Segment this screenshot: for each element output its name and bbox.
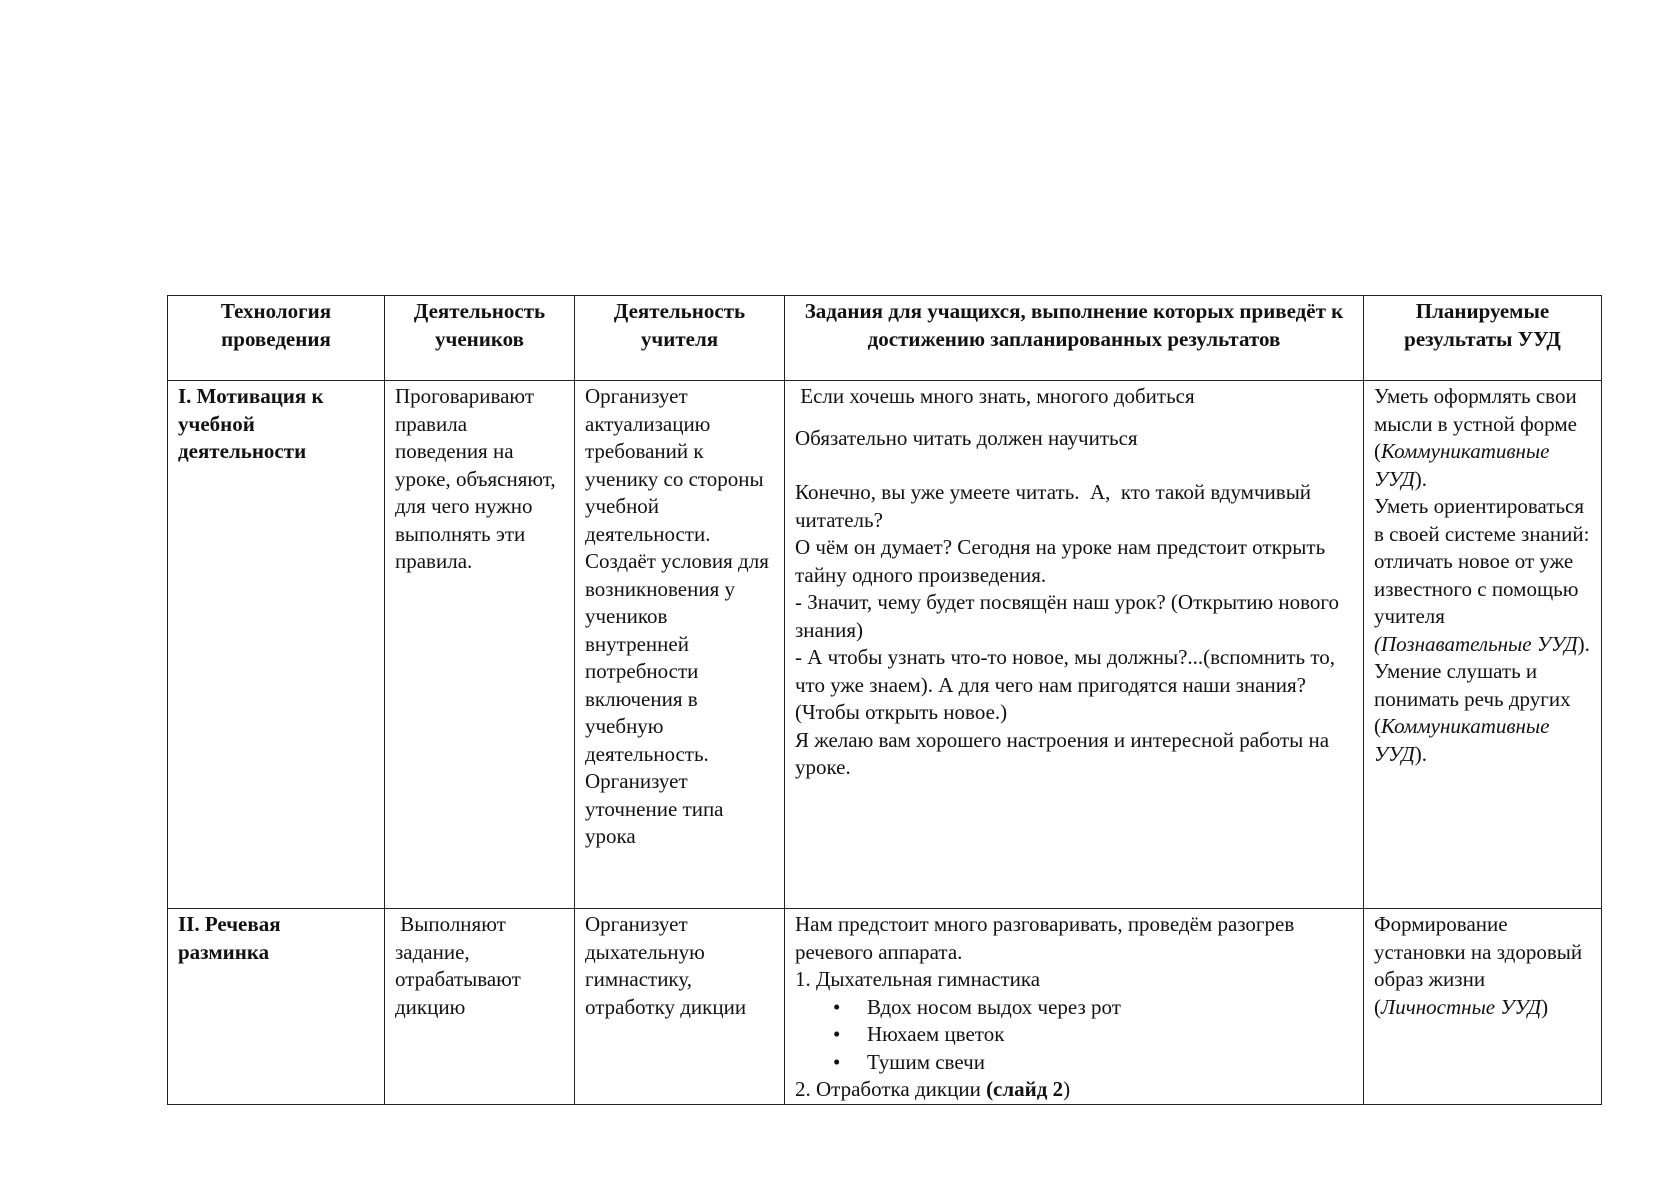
poem-line: Обязательно читать должен научиться [795,425,1138,450]
stage-cell: I. Мотивация к учебной деятельности [168,381,385,909]
results-cell [1364,909,1602,1105]
list-item: • Нюхаем цветок [795,1021,1353,1049]
uud-type: Коммуникативные УУД [1374,439,1550,491]
uud-type: (Познавательные УУД [1374,631,1578,656]
table-row [168,381,1602,909]
task-paragraph: Конечно, вы уже умеете читать. А, кто такой вдумчивый читатель? [795,480,1317,532]
bullet-icon: • [833,994,841,1019]
tasks-cell [785,909,1364,1105]
result-item: Уметь оформлять свои мысли в устной форме (Коммуникативные УУД). [1374,384,1577,491]
table-row [168,909,1602,1105]
task-paragraph: Нам предстоит много разговаривать, проведём разогрев речевого аппарата. [795,912,1295,964]
bullet-list [795,994,1353,1077]
students-cell: Выполняют задание, отрабатывают дикцию [385,909,575,1105]
header-student-activity: Деятельность учеников [385,296,575,381]
teacher-cell: Организует актуализацию требований к ученику со стороны учебной деятельности. Создаёт условия для возникновения у учеников внутренней потребности включения в учебную деятельность. Организует уточнение типа урока [575,381,785,909]
header-teacher-activity: Деятельность учителя [575,296,785,381]
header-planned-results: Планируемые результаты УУД [1364,296,1602,381]
bullet-icon: • [833,1049,841,1074]
task-paragraph: О чём он думает? Сегодня на уроке нам предстоит открыть тайну одного произведения. [795,535,1326,587]
header-technology: Технология проведения [168,296,385,381]
task-paragraph: - Значит, чему будет посвящён наш урок? (Открытию нового знания) [795,590,1340,642]
tasks-cell [785,381,1364,909]
students-cell: Проговаривают правила поведения на уроке, объясняют, для чего нужно выполнять эти правила. [385,381,575,909]
list-item: • Вдох носом выдох через рот [795,994,1353,1022]
poem-line: Если хочешь много знать, многого добиться [795,384,1195,408]
task-item: 2. Отработка дикции (слайд 2) [795,1077,1071,1101]
teacher-cell: Организует дыхательную гимнастику, отработку дикции [575,909,785,1105]
slide-reference: (слайд 2 [986,1077,1064,1101]
task-item: 1. Дыхательная гимнастика [795,967,1041,991]
result-item: Умение слушать и понимать речь других (Коммуникативные УУД). [1374,659,1571,766]
lesson-plan-table [167,295,1602,1105]
table-header-row [168,296,1602,381]
result-item: Уметь ориентироваться в своей системе знаний: отличать новое от уже известного с помощью учителя (Познавательные УУД). [1374,494,1590,656]
uud-type: Коммуникативные УУД [1374,714,1550,766]
task-paragraph: - А чтобы узнать что-то новое, мы должны?...(вспомнить то, что уже знаем). А для чего нам пригодятся наши знания? (Чтобы открыть новое.) [795,645,1336,724]
result-item: Формирование установки на здоровый образ жизни (Личностные УУД) [1374,912,1583,1019]
results-cell [1364,381,1602,909]
uud-type: Личностные УУД [1381,994,1542,1019]
stage-cell: II. Речевая разминка [168,909,385,1105]
task-paragraph: Я желаю вам хорошего настроения и интересной работы на уроке. [795,727,1330,779]
bullet-icon: • [833,1022,841,1046]
header-tasks: Задания для учащихся, выполнение которых приведёт к достижению запланированных результатов [785,296,1364,381]
list-item: • Тушим свечи [795,1049,1353,1077]
